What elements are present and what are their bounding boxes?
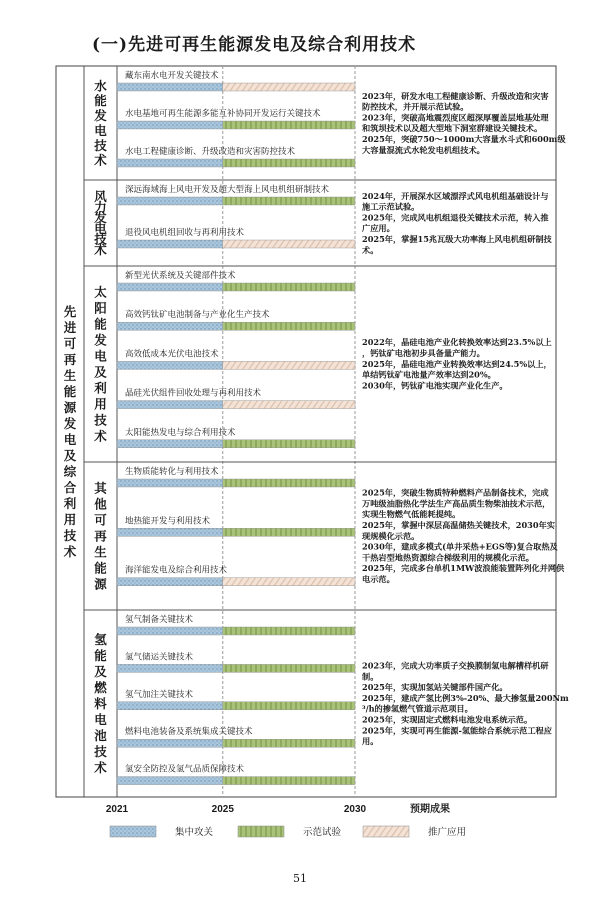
expected-results-text: 2025年，突破生物质特种燃料产品制备技术，完成万吨级油脂热化学法生产高品质生物柴油技术示范，实现生物燃气低能耗提纯。 2025年，掌握中深层高温储热关键技术，2030年实现规模化示范。 2030年，建成多模式(单井采热+EGS等)复合取热及干热岩型地热资源综合梯级利用的规模化示范。 2025年，完成多台单机1MW波浪能装置阵列化并网供电示范。 [362, 487, 565, 584]
legend-label: 集中攻关 [174, 827, 214, 838]
task-bar-promo [223, 83, 355, 91]
task-label: 太阳能热发电与综合利用技术 [125, 427, 236, 438]
task-bar-demo [223, 197, 355, 205]
task-bar-focus [117, 121, 223, 129]
task-bar-demo [223, 702, 355, 710]
task-label: 高效钙钛矿电池制备与产业化生产技术 [125, 310, 270, 321]
task-bar-focus [117, 401, 223, 409]
task-bar-promo [223, 361, 355, 369]
task-bar-promo [223, 240, 355, 248]
x-tick-label: 2021 [105, 804, 129, 815]
task-label: 晶硅光伏组件回收处理与再利用技术 [125, 388, 262, 399]
legend-label: 示范试验 [302, 827, 342, 838]
task-bar-promo [223, 578, 355, 586]
task-bar-demo [223, 283, 355, 291]
task-bar-focus [117, 528, 223, 536]
page-number: 51 [293, 872, 307, 885]
task-bar-focus [117, 777, 223, 785]
group-label: 太阳能发电及利用技术 [94, 284, 107, 444]
expected-results-text: 2022年，晶硅电池产业化转换效率达到23.5%以上，钙钛矿电池初步具备量产能力。 2025年，晶硅电池产业转换效率达到24.5%以上，单结钙钛矿电池量产效率达到20%。 2030年，钙钛矿电池实现产业化生产。 [362, 337, 552, 391]
task-bar-focus [117, 664, 223, 672]
task-label: 海洋能发电及综合利用技术 [125, 565, 228, 576]
task-bar-demo [223, 739, 355, 747]
task-label: 氢气储运关键技术 [125, 652, 194, 663]
legend-swatch-promo [363, 826, 409, 837]
task-bar-focus [117, 159, 223, 167]
task-bar-demo [223, 121, 355, 129]
task-bar-demo [223, 777, 355, 785]
legend-swatch-demo [238, 826, 284, 837]
task-bar-demo [223, 440, 355, 448]
legend-swatch-focus [110, 826, 156, 837]
x-tick-label: 2025 [211, 804, 234, 815]
task-label: 深远海域海上风电开发及超大型海上风电机组研制技术 [125, 185, 330, 195]
task-bar-focus [117, 440, 223, 448]
task-bar-focus [117, 479, 223, 487]
task-label: 地热能开发与利用技术 [125, 516, 211, 527]
task-bar-focus [117, 739, 223, 747]
task-label: 生物质能转化与利用技术 [125, 467, 219, 477]
task-bar-demo [223, 322, 355, 330]
task-bar-focus [117, 702, 223, 710]
task-label: 藏东南水电开发关键技术 [125, 71, 219, 81]
task-label: 高效低成本光伏电池技术 [125, 349, 219, 360]
task-bar-focus [117, 240, 223, 248]
task-bar-demo [223, 159, 355, 167]
task-label: 氢气制备关键技术 [125, 615, 194, 625]
task-bar-promo [223, 401, 355, 409]
task-bar-demo [223, 479, 355, 487]
group-label: 其他可再生能源 [94, 480, 107, 592]
expected-results-text: 2023年，完成大功率质子交换膜制氢电解槽样机研制。 2025年，实现加氢站关键部件国产化。 2025年，建成产氢比例3%-20%、最大掺氢量200Nm ³/h的掺氢燃气管道示范项目。 2025年，实现固定式燃料电池发电系统示范。 2025年，实现可再生能源-氢能综合系统示范工程应用。 [362, 660, 569, 747]
task-label: 新型光伏系统及关键部件技术 [125, 271, 236, 281]
expected-results-text: 2023年，研发水电工程健康诊断、升级改造和灾害防控技术，并开展示范试验。 2023年，突破高地震烈度区超深厚覆盖层地基处理和筑坝技术以及超大型地下洞室群建设关键技术。 2025年，突破750～1000m大容量水斗式和600m级大容量混流式水轮发电机组技术。 [362, 90, 566, 155]
task-bar-focus [117, 627, 223, 635]
task-bar-focus [117, 83, 223, 91]
task-bar-focus [117, 197, 223, 205]
x-tick-label: 2030 [343, 804, 367, 815]
expected-results-text: 2024年，开展深水区域漂浮式风电机组基础设计与施工示范试验。 2025年，完成风电机组退役关键技术示范，转入推广应用。 2025年，掌握15兆瓦级大功率海上风电机组研制技术。 [362, 190, 552, 255]
task-bar-demo [223, 528, 355, 536]
task-bar-focus [117, 361, 223, 369]
group-label: 风力发电技术 [94, 188, 107, 258]
legend-label: 推广应用 [427, 827, 467, 838]
task-bar-focus [117, 578, 223, 586]
task-bar-focus [117, 283, 223, 291]
task-bar-focus [117, 322, 223, 330]
outer-category-label: 先进可再生能源发电及综合利用技术 [63, 304, 77, 559]
results-column-header: 预期成果 [410, 804, 450, 815]
task-label: 氢气加注关键技术 [125, 689, 194, 700]
section-title: (一)先进可再生能源发电及综合利用技术 [92, 35, 417, 55]
task-label: 退役风电机组回收与再利用技术 [125, 228, 245, 238]
group-label: 氢能及燃料电池技术 [94, 632, 107, 775]
task-bar-demo [223, 627, 355, 635]
task-bar-demo [223, 664, 355, 672]
group-label: 水能发电技术 [94, 78, 107, 168]
task-label: 氢安全防控及氢气品质保障技术 [125, 764, 245, 775]
task-label: 水电工程健康诊断、升级改造和灾害防控技术 [125, 147, 296, 157]
task-label: 水电基地可再生能源多能互补协同开发运行关键技术 [125, 109, 321, 119]
task-label: 燃料电池装备及系统集成关键技术 [125, 727, 253, 738]
